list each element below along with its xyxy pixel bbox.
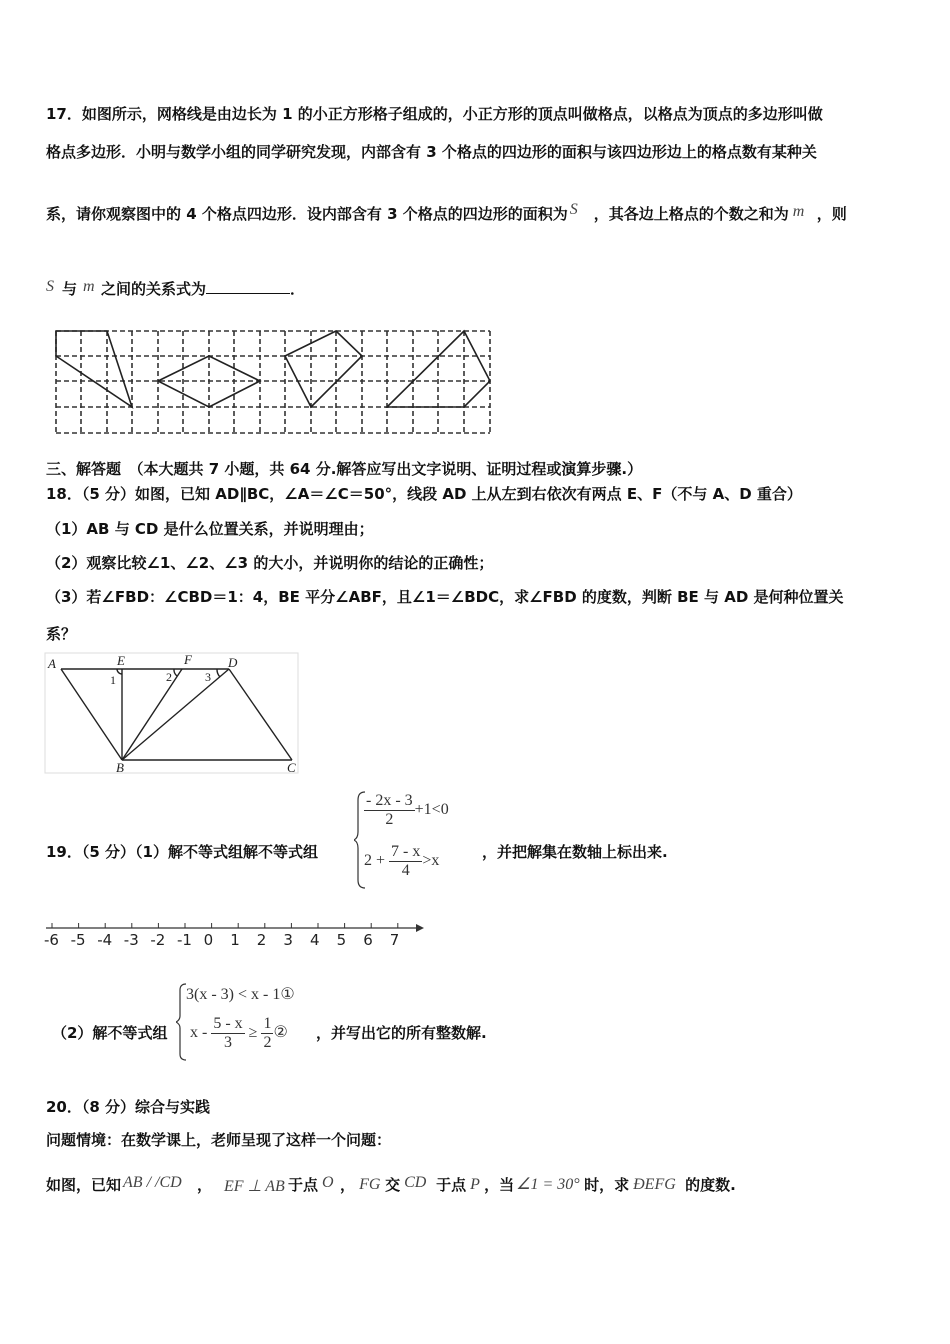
section3-header: 三、解答题 （本大题共 7 小题，共 64 分.解答应写出文字说明、证明过程或演算步骤.） xyxy=(46,460,643,478)
axis-tick-label: 2 xyxy=(256,931,267,949)
q19-intro: 19．（5 分）（1）解不等式组解不等式组 xyxy=(46,843,318,861)
angle-2-label: 2 xyxy=(166,670,172,684)
label-b: B xyxy=(116,760,124,775)
q17-line3 xyxy=(46,203,847,224)
q19-part2-intro: （2）解不等式组 xyxy=(52,1024,168,1042)
grid-lines xyxy=(56,331,490,433)
label-f: F xyxy=(184,652,192,667)
axis-tick-label: -3 xyxy=(123,931,139,949)
axis-tick-label: 7 xyxy=(389,931,400,949)
axis-tick-label: 6 xyxy=(363,931,373,949)
q19-after: ，并把解集在数轴上标出来. xyxy=(482,843,668,861)
axis-tick-label: 5 xyxy=(336,931,347,949)
axis-tick-label: 3 xyxy=(283,931,293,949)
label-e: E xyxy=(117,653,125,668)
q17-line3a: 系，请你观察图中的 4 个格点四边形．设内部含有 3 个格点的四边形的面积为 xyxy=(46,205,568,223)
q18-part3: （3）若∠FBD：∠CBD＝1：4，BE 平分∠ABF，且∠1＝∠BDC，求∠FBD 的度数，判断 BE 与 AD 是何种位置关 xyxy=(46,588,844,606)
q17-line2: 格点多边形．小明与数学小组的同学研究发现，内部含有 3 个格点的四边形的面积与该四边形边上的格点数有某种关 xyxy=(46,143,817,161)
q17-line3b: ，其各边上格点的个数之和为 xyxy=(593,205,789,223)
var-s: S xyxy=(569,201,578,218)
q19-ineq2: 2 + $\frac{7 - x}{4}$ >x xyxy=(364,843,440,879)
answer-blank[interactable] xyxy=(206,279,290,294)
q19-part2-after: ，并写出它的所有整数解. xyxy=(316,1024,487,1042)
q20-problem: 如图，已知 AB / /CD ， EF ⊥ AB 于点 O ， FG 交 CD 于点 P ，当 ∠1 = 30° 时，求 ÐEFG 的度数. xyxy=(46,1174,736,1195)
quadrilateral-3 xyxy=(285,331,362,407)
label-a: A xyxy=(48,656,56,671)
axis-tick-label: 4 xyxy=(310,931,320,949)
quadrilateral-1 xyxy=(56,331,132,407)
q18-line1: 18．（5 分）如图，已知 AD∥BC，∠A＝∠C＝50°，线段 AD 上从左到右依次有两点 E、F（不与 A、D 重合） xyxy=(46,485,802,503)
q17-line4 xyxy=(46,278,305,299)
grid-figure xyxy=(52,328,494,438)
q18-part3b: 系？ xyxy=(46,625,77,643)
angle-1-label: 1 xyxy=(110,673,116,687)
axis-tick-label: 1 xyxy=(230,931,240,949)
label-c: C xyxy=(287,760,296,775)
var-m-2: m xyxy=(83,278,95,295)
q19-sys2-line1: 3(x - 3) < x - 1① xyxy=(186,986,295,1003)
q17-line4-tail: ． xyxy=(290,280,306,298)
q19-sys2-line2: x - $\frac{5 - x}{3}$ ≥ $\frac{1}{2}$ ② xyxy=(190,1015,288,1051)
axis-tick-label: -1 xyxy=(177,931,192,949)
var-s-2: S xyxy=(46,278,54,295)
q18-part1: （1）AB 与 CD 是什么位置关系，并说明理由； xyxy=(46,520,374,538)
q17-line3c: ，则 xyxy=(816,205,847,223)
q20-title: 20．（8 分）综合与实践 xyxy=(46,1098,211,1116)
q17-line4-end: 之间的关系式为 xyxy=(101,280,207,298)
axis-tick-label: -5 xyxy=(70,931,86,949)
axis-tick-label: -6 xyxy=(44,931,59,949)
label-d: D xyxy=(228,655,238,670)
axis-tick-label: 0 xyxy=(203,931,214,949)
angle-3-label: 3 xyxy=(205,670,211,684)
axis-tick-label: -4 xyxy=(97,931,113,949)
q18-figure xyxy=(44,652,300,776)
axis-tick-label: -2 xyxy=(150,931,166,949)
q17-yu: 与 xyxy=(62,280,78,298)
q18-part2: （2）观察比较∠1、∠2、∠3 的大小，并说明你的结论的正确性； xyxy=(46,554,494,572)
q17-line1: 17．如图所示，网格线是由边长为 1 的小正方形格子组成的，小正方形的顶点叫做格点，以格点为顶点的多边形叫做 xyxy=(46,105,823,123)
var-m: m xyxy=(792,203,805,220)
q20-situation: 问题情境：在数学课上，老师呈现了这样一个问题： xyxy=(46,1131,392,1149)
q19-ineq1: $\frac{- 2x - 3}{2}$ +1<0 xyxy=(366,792,449,828)
